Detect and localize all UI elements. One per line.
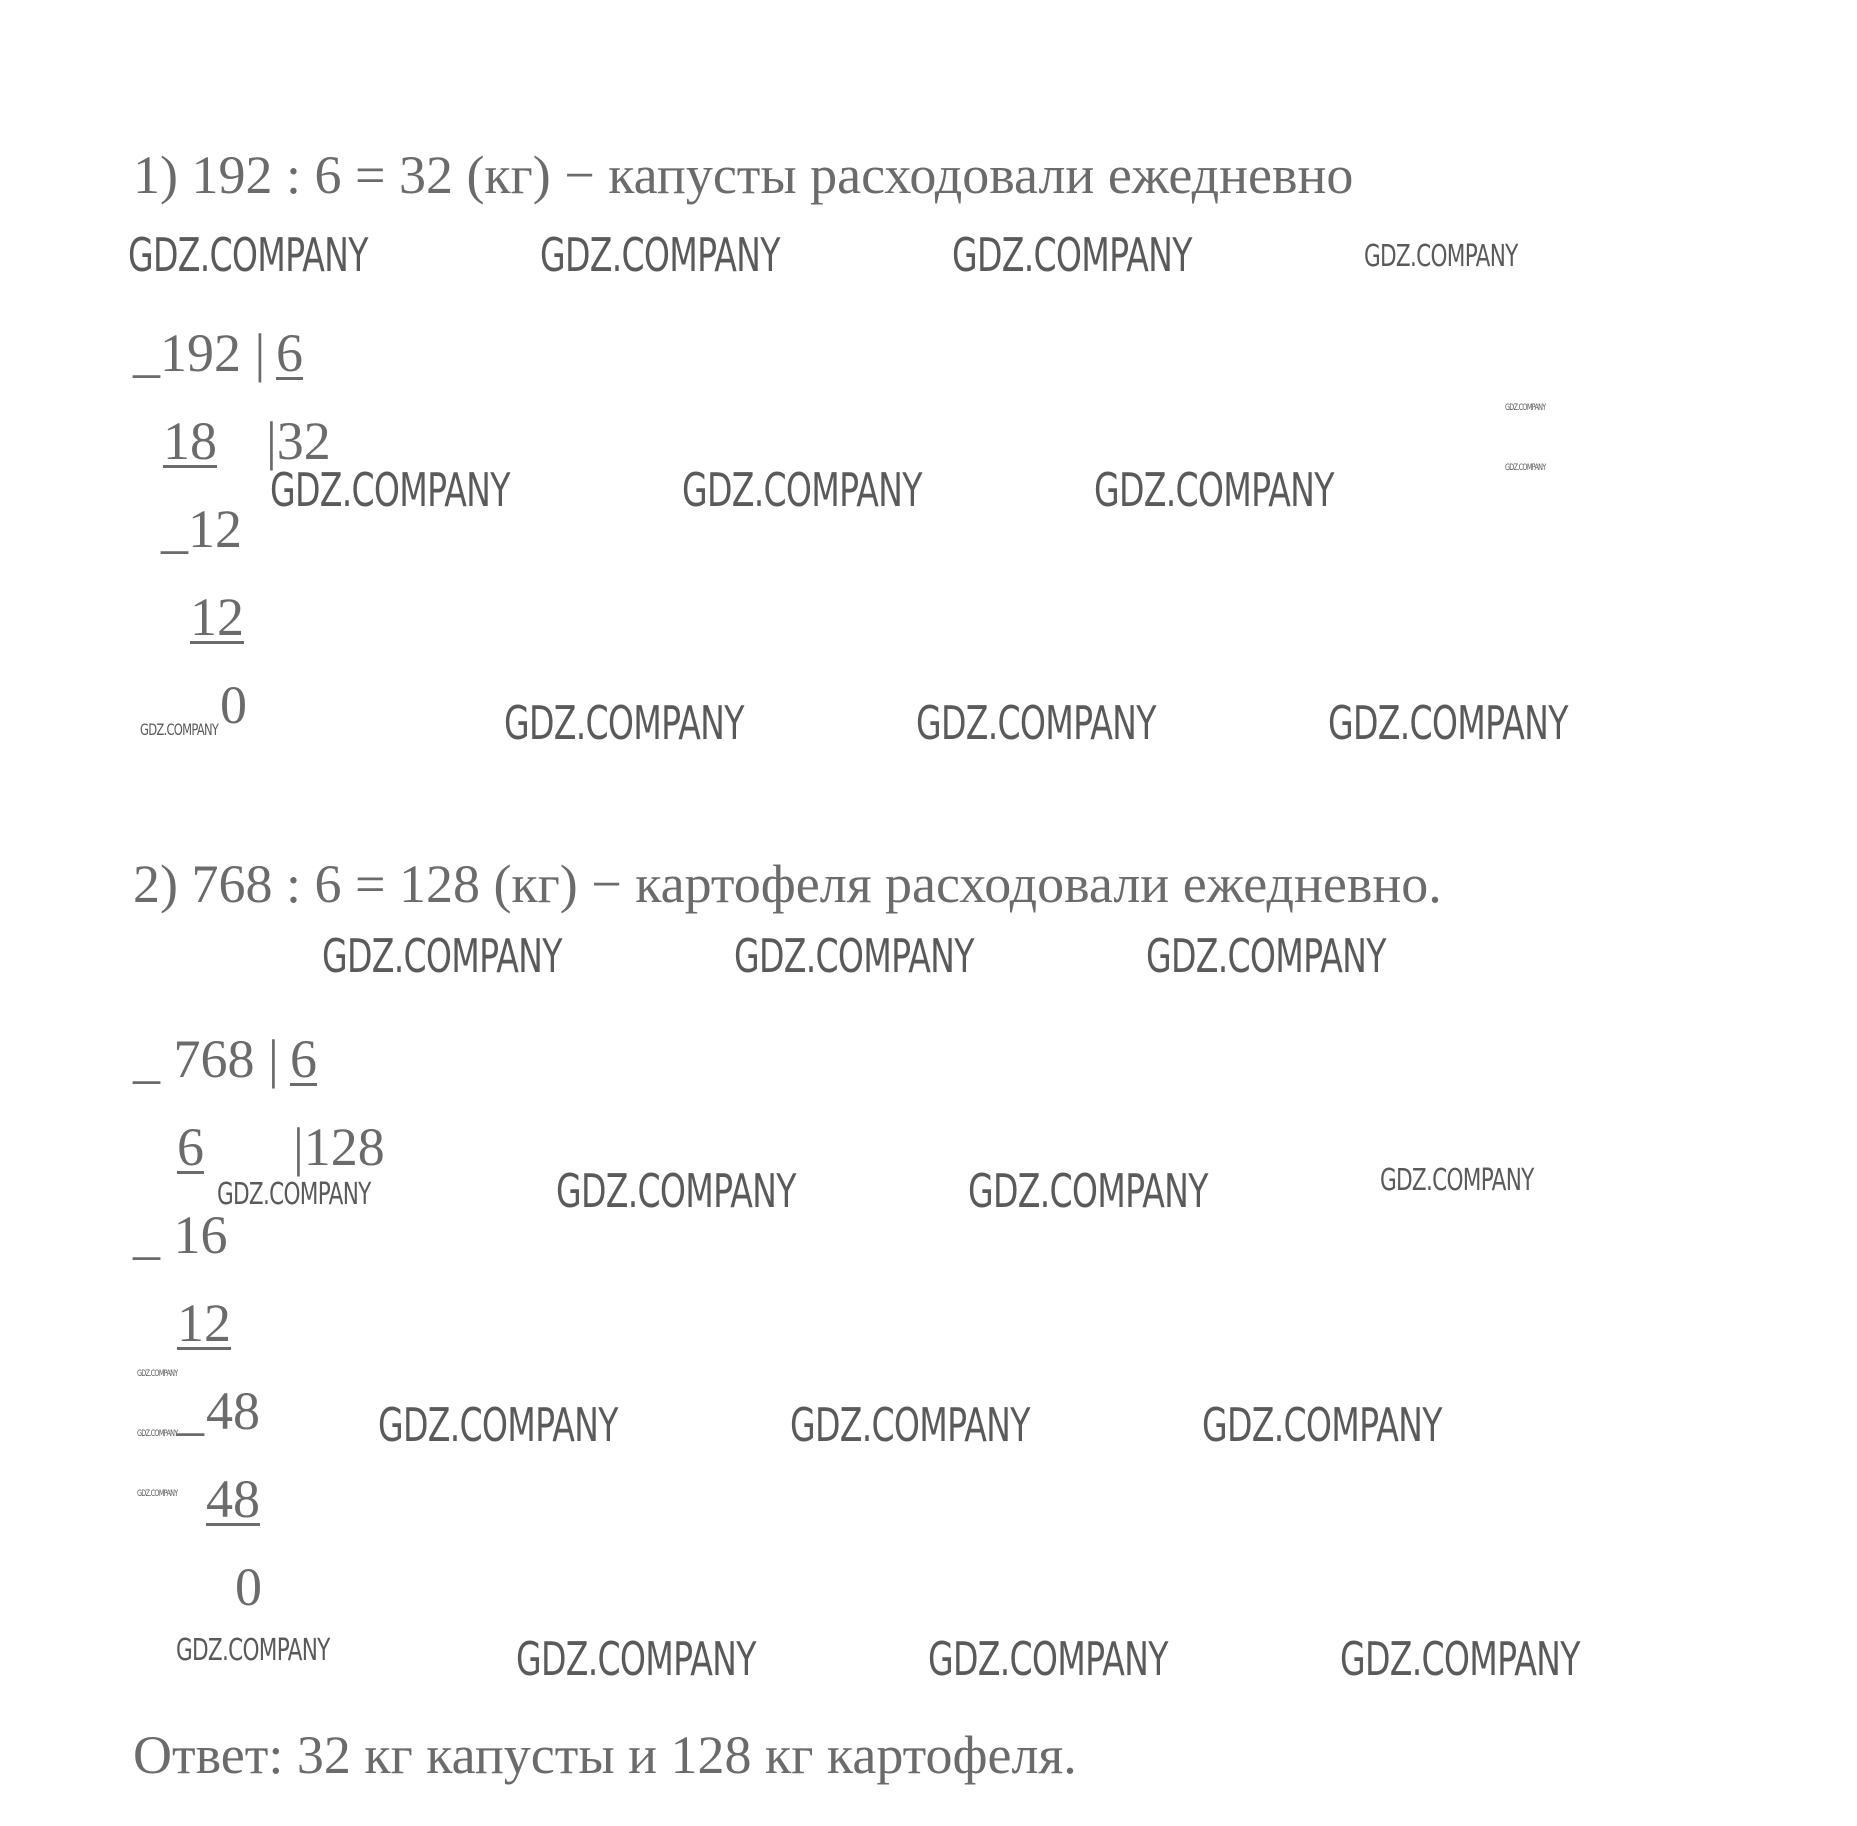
watermark: GDZ.COMPANY <box>556 1164 796 1218</box>
div1-row2-subtrahend: 18 <box>163 411 217 471</box>
watermark: GDZ.COMPANY <box>1505 403 1546 413</box>
watermark: GDZ.COMPANY <box>137 1429 178 1439</box>
watermark: GDZ.COMPANY <box>270 463 510 517</box>
watermark: GDZ.COMPANY <box>1380 1163 1534 1198</box>
div2-row5: 48 <box>206 1381 260 1441</box>
watermark: GDZ.COMPANY <box>734 929 974 983</box>
watermark: GDZ.COMPANY <box>540 228 780 282</box>
watermark: GDZ.COMPANY <box>322 929 562 983</box>
watermark: GDZ.COMPANY <box>217 1177 371 1212</box>
step2-text: 2) 768 : 6 = 128 (кг) − картофеля расходовали ежедневно. <box>133 854 1442 914</box>
watermark: GDZ.COMPANY <box>928 1632 1168 1686</box>
watermark: GDZ.COMPANY <box>790 1398 1030 1452</box>
watermark: GDZ.COMPANY <box>916 696 1156 750</box>
div2-row2-quotient: |128 <box>293 1117 385 1177</box>
div2-row2-subtrahend: 6 <box>177 1117 204 1177</box>
div2-row1-dividend: _ 768 | <box>133 1029 279 1089</box>
div1-row1-divisor: 6 <box>276 323 303 383</box>
watermark: GDZ.COMPANY <box>1202 1398 1442 1452</box>
div1-row3: _12 <box>161 499 242 559</box>
div1-row1-dividend: _192 | <box>133 323 266 383</box>
watermark: GDZ.COMPANY <box>682 463 922 517</box>
watermark: GDZ.COMPANY <box>516 1632 756 1686</box>
div2-row3: _ 16 <box>133 1205 228 1265</box>
div1-row4: 12 <box>190 587 244 647</box>
watermark: GDZ.COMPANY <box>1146 929 1386 983</box>
watermark: GDZ.COMPANY <box>968 1164 1208 1218</box>
div1-row5: 0 <box>220 675 247 735</box>
watermark: GDZ.COMPANY <box>1364 239 1518 274</box>
watermark: GDZ.COMPANY <box>1328 696 1568 750</box>
div2-row5-bar: _ <box>177 1381 204 1441</box>
div2-row6: 48 <box>206 1469 260 1529</box>
watermark: GDZ.COMPANY <box>1505 463 1546 473</box>
watermark: GDZ.COMPANY <box>128 228 368 282</box>
watermark: GDZ.COMPANY <box>140 720 219 739</box>
watermark: GDZ.COMPANY <box>504 696 744 750</box>
watermark: GDZ.COMPANY <box>378 1398 618 1452</box>
answer-text: Ответ: 32 кг капусты и 128 кг картофеля. <box>133 1725 1077 1785</box>
div1-row2-quotient: |32 <box>266 411 331 471</box>
step1-text: 1) 192 : 6 = 32 (кг) − капусты расходовали ежедневно <box>133 145 1354 205</box>
watermark: GDZ.COMPANY <box>952 228 1192 282</box>
div2-row7: 0 <box>235 1557 262 1617</box>
watermark: GDZ.COMPANY <box>137 1489 178 1499</box>
watermark: GDZ.COMPANY <box>1094 463 1334 517</box>
watermark: GDZ.COMPANY <box>1340 1632 1580 1686</box>
div2-row1-divisor: 6 <box>290 1029 317 1089</box>
watermark: GDZ.COMPANY <box>137 1369 178 1379</box>
watermark: GDZ.COMPANY <box>176 1633 330 1668</box>
div2-row4: 12 <box>177 1293 231 1353</box>
